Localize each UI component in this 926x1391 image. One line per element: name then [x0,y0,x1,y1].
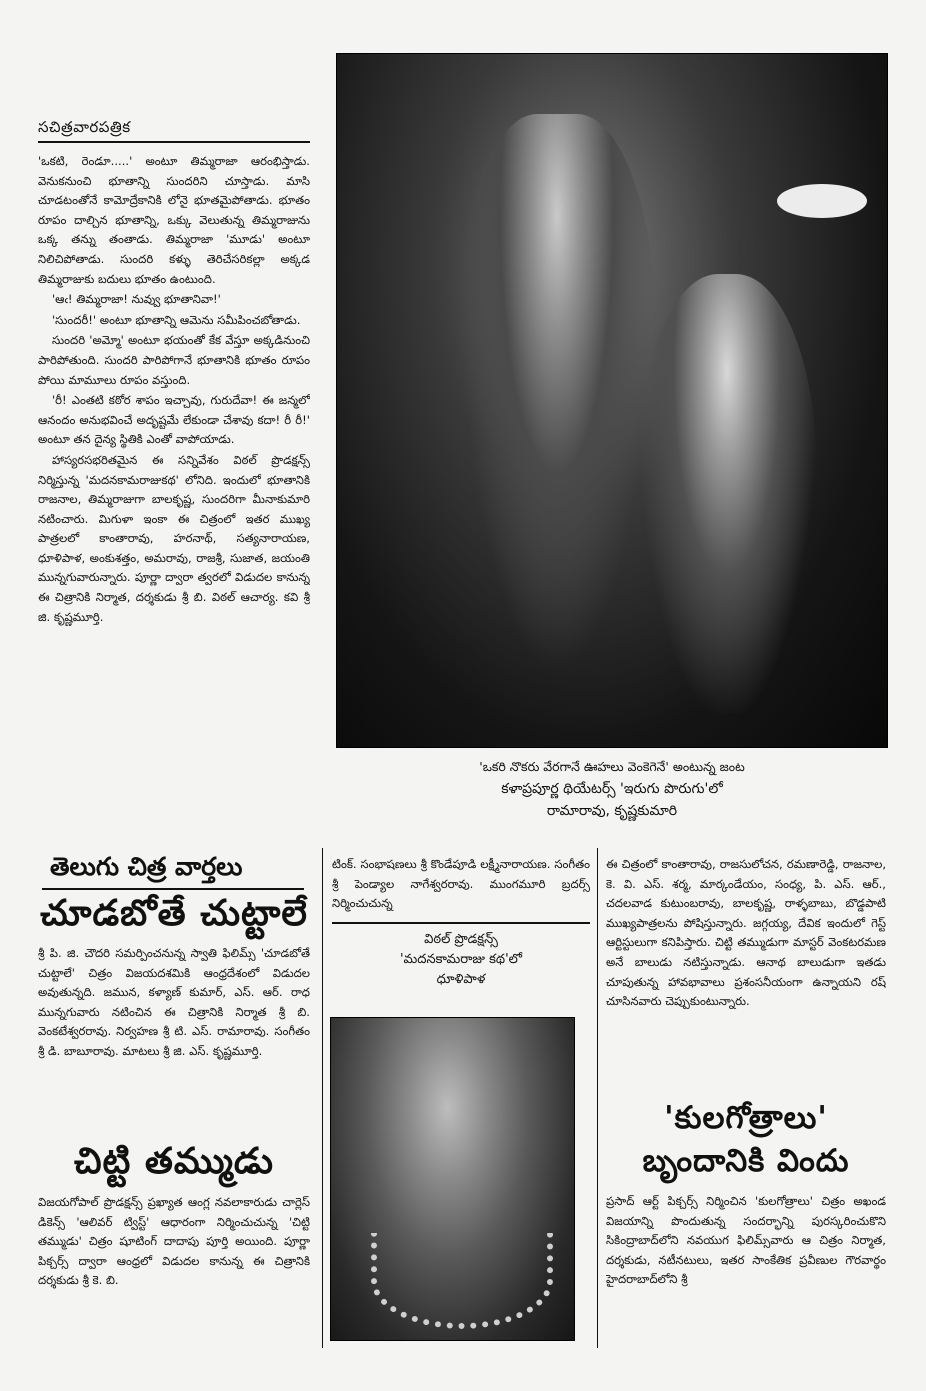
middle-column-text: టింక్. సంభాషణలు శ్రీ కొండేపూడి లక్ష్మీనారాయణ. సంగీతం శ్రీ పెండ్యాల నాగేశ్వరరావు. ముంగమూరి బ్రదర్స్ నిర్మించుచున్న [332,857,590,911]
film-still-photo [336,53,888,748]
caption-line: కళాప్రపూర్ణ థియేటర్స్ 'ఇరుగు పొరుగు'లో [501,781,723,797]
section-heading: తెలుగు చిత్ర వార్తలు [50,852,243,881]
section-heading-rule [42,888,304,890]
caption-line: రామారావు, కృష్ణకుమారి [546,803,678,819]
story-paragraph: 'సుందరీ!' అంటూ భూతాన్ని ఆమెను సమీపించబోతాడు. [52,312,301,327]
article-headline: చిట్టి తమ్ముడు [73,1141,274,1182]
actress-figure [637,274,817,714]
portrait-photo [330,1017,575,1341]
story-column [38,152,310,832]
article-body: ప్రసాద్ ఆర్ట్ పిక్చర్స్ నిర్మించిన 'కులగోత్రాలు' చిత్రం అఖండ విజయాన్ని పొందుతున్న సందర్భాన్ని పురస్కరించుకొని సికింద్రాబాద్‌లోని నవయుగ ఫిలిమ్స్‌వారు ఆ చిత్రం నిర్మాత, దర్శకుడు, నటీనటులు, ఇతర సాంకేతిక ప్రవీణుల గౌరవార్థం హైదరాబాద్‌లోని శ్రీ [606,1194,886,1287]
portrait-caption [332,930,590,990]
actor-figure [457,114,657,674]
necklace [371,1233,553,1329]
story-paragraph: సుందరి 'అమ్మో' అంటూ భయంతో కేక వేస్తూ అక్కడినుంచి పారిపోతుంది. సుందరి పారిపోగానే భూతానికి భూతం రూపం పోయి మామూలు రూపం వస్తుంది. [38,333,310,387]
caption-line: ధూళిపాళ [436,972,486,987]
column-divider [597,848,598,1348]
caption-line: 'మదనకామరాజు కథ'లో [399,952,523,967]
article-body: శ్రీ పి. జి. చౌదరి సమర్పించనున్న స్వాతి ఫిలిమ్స్ 'చూడబోతే చుట్టాలే' చిత్రం విజయదశమికి ఆంధ్రదేశంలో విడుదల అవుతున్నది. జమున, కళ్యాణ్ కుమార్, ఎస్. ఆర్. రాధ మున్నగువారు నటించిన ఈ చిత్రానికి నిర్మాత శ్రీ బి. వెంకటేశ్వరరావు. నిర్వహణ శ్రీ టి. ఎస్. రామారావు. సంగీతం శ్రీ డి. బాబూరావు. మాటలు శ్రీ జి. ఎస్. కృష్ణమూర్తి. [38,946,310,1058]
right-column-text: ఈ చిత్రంలో కాంతారావు, రాజసులోచన, రమణారెడ్డి, రాజనాల, కె. వి. ఎస్. శర్మ, మార్కండేయం, సంధ్య, పి. ఎస్. ఆర్., చదలవాడ కుటుంబరావు, బాలకృష్ణ, రాళ్ళబాబు, బొడ్డపాటి ముఖ్యపాత్రలను పోషిస్తున్నారు. జగ్గయ్య, దేవిక ఇందులో గెస్ట్ ఆర్టిస్టులుగా కనిపిస్తారు. చిట్టి తమ్ముడుగా మాస్టర్ వెంకటరమణ అనే బాలుడు నటిస్తున్నాడు. ఆనాథ బాలుడుగా ఇతడు చూపుతున్న హావభావాలు ప్రశంసనీయంగా ఉన్నాయని రష్ చూసినవారు చెప్పుకుంటున్నారు. [606,857,886,1009]
story-paragraph: 'ఆఁ! తిమ్మరాజా! నువ్వు భూతానివా!' [52,292,221,307]
story-paragraph: 'రీ! ఎంతటి కఠోర శాపం ఇచ్చావు, గురుదేవా! ఈ జన్మలో ఆనందం అనుభవించే అదృష్టమే లేకుండా చేశావు కదా! రీ రీ!' అంటూ తన దైన్య స్థితికి ఎంతో వాపోయాడు. [38,393,310,447]
story-paragraph: హాస్యరసభరితమైన ఈ సన్నివేశం విఠల్ ప్రొడక్షన్స్ నిర్మిస్తున్న 'మదనకామరాజుకథ' లోనిది. ఇందులో భూతానికి రాజనాల, తిమ్మరాజుగా బాలకృష్ణ, సుందరిగా మీనాకుమారి నటించారు. మిగుళా ఇంకా ఈ చిత్రంలో ఇతర ముఖ్య పాత్రలలో కాంతారావు, హరనాథ్, సత్యనారాయణ, ధూళిపాళ, అంకుశత్తం, అమరావు, రాజశ్రీ, సుజాత, జయంతి మున్నగువారున్నారు. పూర్ణా ద్వారా త్వరలో విడుదల కానున్న ఈ చిత్రానికి నిర్మాత, దర్శకుడు శ్రీ బి. విఠల్ ఆచార్య. కవి శ్రీ జి. కృష్ణమూర్తి. [38,452,310,624]
column-divider [322,848,323,1348]
stage-light [777,184,867,218]
caption-line: 'ఒకరి నొకరు వేరగానే ఊహలు వెంకెగెనే' అంటున్న జంట [479,759,745,774]
header-rule [38,141,310,143]
article-headline: బృందానికి విందు [642,1143,850,1179]
article-headline: చూడబోతే చుట్టాలే [40,893,308,934]
caption-line: విఠల్ ప్రొడక్షన్స్ [424,932,498,947]
running-header: సచిత్రవారపత్రిక [38,118,131,136]
story-paragraph: 'ఒకటి, రెండూ.....' అంటూ తిమ్మరాజా ఆరంభిస్తాడు. వెనుకనుంచి భూతాన్ని సుందరిని చూస్తాడు. మాసి చూడటంతోనే కామోద్రేకానికి లోనై భూతమైపోతాడు. భూతం రూపం దాల్చిన భూతాన్ని, ఒక్కు వెలుతున్న తిమ్మరాజును ఒక్క తన్ను తంతాడు. తిమ్మరాజా 'మూడు' అంటూ నిలిచిపోతాడు. సుందరి కళ్ళు తెరిచేసరికల్లా అక్కడ తిమ్మరాజుకు బదులు భూతం ఉంటుంది. [38,154,310,286]
article-body: విజయగోపాల్ ప్రొడక్షన్స్ ప్రఖ్యాత ఆంగ్ల నవలాకారుడు చార్లెస్ డికెన్స్ 'ఆలివర్ ట్విస్ట్' ఆధారంగా నిర్మించుచున్న 'చిట్టి తమ్ముడు' చిత్రం షూటింగ్ దాదాపు పూర్తి అయింది. పూర్ణా పిక్చర్స్ ద్వారా ఆంధ్రలో విడుదల కానున్న ఈ చిత్రానికి దర్శకుడు శ్రీ కె. బి. [38,1195,310,1288]
middle-rule [332,922,590,924]
photo-caption [338,756,886,822]
article-headline: 'కులగోత్రాలు' [664,1100,828,1136]
